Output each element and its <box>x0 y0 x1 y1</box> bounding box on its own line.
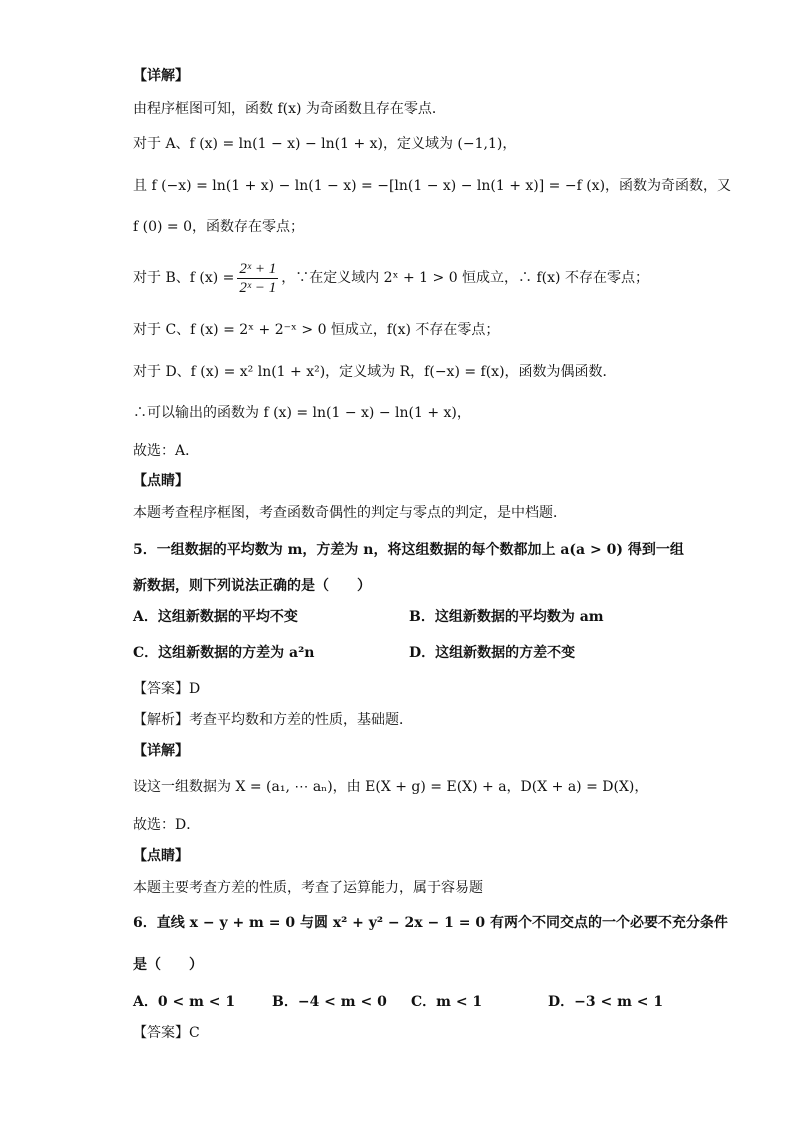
q6-option-c: C．m < 1 <box>411 994 483 1010</box>
q5-comment-heading: 【点睛】 <box>133 848 189 864</box>
question-5-stem-cont: 新数据，则下列说法正确的是（ ） <box>133 578 371 594</box>
q5-option-c: C．这组新数据的方差为 a²n <box>133 645 315 661</box>
text-line: 对于 A、f (x) = ln(1 − x) − ln(1 + x)，定义域为 (−1,1)， <box>133 136 517 152</box>
question-6-stem-cont: 是（ ） <box>133 957 203 973</box>
fraction-denominator: 2ˣ − 1 <box>239 279 277 296</box>
q6-answer: 【答案】C <box>133 1025 200 1041</box>
fraction <box>237 260 278 297</box>
text-fragment: ，∵在定义域内 2ˣ + 1 > 0 恒成立，∴ f(x) 不存在零点； <box>281 270 649 286</box>
q5-analysis: 【解析】考查平均数和方差的性质，基础题． <box>133 712 413 728</box>
q5-option-a: A．这组新数据的平均不变 <box>133 609 298 625</box>
q5-option-d: D．这组新数据的方差不变 <box>409 645 576 661</box>
q6-option-b: B．−4 < m < 0 <box>272 994 387 1010</box>
text-line: 本题考查程序框图，考查函数奇偶性的判定与零点的判定，是中档题． <box>133 505 567 521</box>
text-line: 设这一组数据为 X = (a₁, ⋯ aₙ)，由 E(X + g) = E(X) + a，D(X + a) = D(X)， <box>133 779 649 795</box>
question-6-stem: 6．直线 x − y + m = 0 与圆 x² + y² − 2x − 1 = 0 有两个不同交点的一个必要不充分条件 <box>133 915 728 931</box>
question-5-stem: 5．一组数据的平均数为 m，方差为 n，将这组数据的每个数都加上 a(a > 0) 得到一组 <box>133 542 684 558</box>
text-line: ∴可以输出的函数为 f (x) = ln(1 − x) − ln(1 + x)， <box>133 405 471 421</box>
text-line-fraction <box>133 258 744 298</box>
q5-option-b: B．这组新数据的平均数为 am <box>409 609 604 625</box>
detail-heading: 【详解】 <box>133 68 189 84</box>
text-line: 且 f (−x) = ln(1 + x) − ln(1 − x) = −[ln(1 − x) − ln(1 + x)] = −f (x)，函数为奇函数，又 <box>133 178 732 194</box>
text-line: 本题主要考查方差的性质，考查了运算能力，属于容易题 <box>133 880 483 896</box>
text-line: 由程序框图可知，函数 f(x) 为奇函数且存在零点． <box>133 101 446 117</box>
q5-answer: 【答案】D <box>133 681 201 697</box>
text-line: 对于 D、f (x) = x² ln(1 + x²)，定义域为 R，f(−x) = f(x)，函数为偶函数． <box>133 364 617 380</box>
comment-heading: 【点睛】 <box>133 473 189 489</box>
text-line: 对于 C、f (x) = 2ˣ + 2⁻ˣ > 0 恒成立，f(x) 不存在零点； <box>133 322 500 338</box>
q6-option-a: A．0 < m < 1 <box>133 994 236 1010</box>
text-line: f (0) = 0，函数存在零点； <box>133 219 305 235</box>
q5-detail-heading: 【详解】 <box>133 743 189 759</box>
text-fragment: 对于 B、f (x) = <box>133 270 235 286</box>
q6-option-d: D．−3 < m < 1 <box>548 994 664 1010</box>
text-line: 故选：D． <box>133 817 201 833</box>
text-line: 故选：A． <box>133 443 200 459</box>
fraction-numerator: 2ˣ + 1 <box>239 260 277 277</box>
